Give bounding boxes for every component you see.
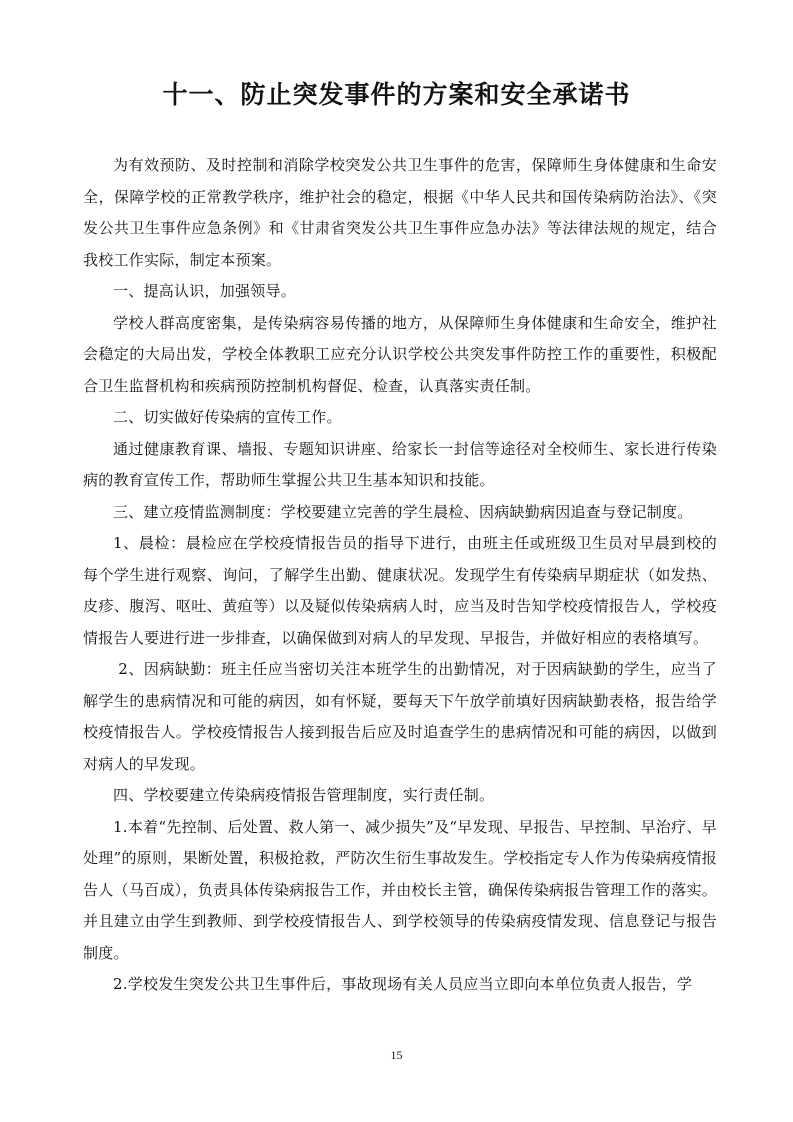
heading-section-2: 二、切实做好传染病的宣传工作。 [113,408,342,426]
paragraph-morning-check: 1、晨检：晨检应在学校疫情报告员的指导下进行，由班主任或班级卫生员对早晨到校的每个学生进行观察、询问，了解学生出勤、健康状况。发现学生有传染病早期症状（如发热、皮疹、腹泻、呕吐、黄疸等）以及疑似传染病病人时，应当及时告知学校疫情报告人，学校疫情报告人要进行进一步排查，以确保做到对病人的早发现、早报告，并做好相应的表格填写。 [83,534,717,647]
paragraph-section-2: 通过健康教育课、墙报、专题知识讲座、给家长一封信等途径对全校师生、家长进行传染病的教育宣传工作，帮助师生掌握公共卫生基本知识和技能。 [83,439,717,489]
paragraph-item-2: 2.学校发生突发公共卫生事件后，事故现场有关人员应当立即向本单位负责人报告，学 [113,975,693,993]
paragraph-sick-absence: 2、因病缺勤：班主任应当密切关注本班学生的出勤情况，对于因病缺勤的学生，应当了解学生的患病情况和可能的病因，如有怀疑，要每天下午放学前填好因病缺勤表格，报告给学校疫情报告人。学校疫情报告人接到报告后应及时追查学生的患病情况和可能的病因，以做到对病人的早发现。 [83,660,717,773]
page-number: 15 [390,1048,403,1062]
document-body [83,150,717,1001]
page-title: 十一、防止突发事件的方案和安全承诺书 [162,80,631,109]
heading-section-4: 四、学校要建立传染病疫情报告管理制度，实行责任制。 [113,786,495,804]
heading-section-1: 一、提高认识，加强领导。 [113,282,297,300]
paragraph-intro: 为有效预防、及时控制和消除学校突发公共卫生事件的危害，保障师生身体健康和生命安全，保障学校的正常教学秩序，维护社会的稳定，根据《中华人民共和国传染病防治法》、《突发公共卫生事件应急条例》和《甘肃省突发公共卫生事件应急办法》等法律法规的规定，结合我校工作实际，制定本预案。 [83,156,717,269]
paragraph-item-1: 1.本着“先控制、后处置、救人第一、减少损失”及“早发现、早报告、早控制、早治疗、早处理”的原则，果断处置，积极抢救，严防次生衍生事故发生。学校指定专人作为传染病疫情报告人（马百成），负责具体传染病报告工作，并由校长主管，确保传染病报告管理工作的落实。并且建立由学生到教师、到学校疫情报告人、到学校领导的传染病疫情发现、信息登记与报告制度。 [83,817,717,962]
paragraph-section-1: 学校人群高度密集，是传染病容易传播的地方，从保障师生身体健康和生命安全，维护社会稳定的大局出发，学校全体教职工应充分认识学校公共突发事件防控工作的重要性，积极配合卫生监督机构和疾病预防控制机构督促、检查，认真落实责任制。 [83,313,717,395]
heading-section-3: 三、建立疫情监测制度：学校要建立完善的学生晨检、因病缺勤病因追查与登记制度。 [113,502,693,521]
